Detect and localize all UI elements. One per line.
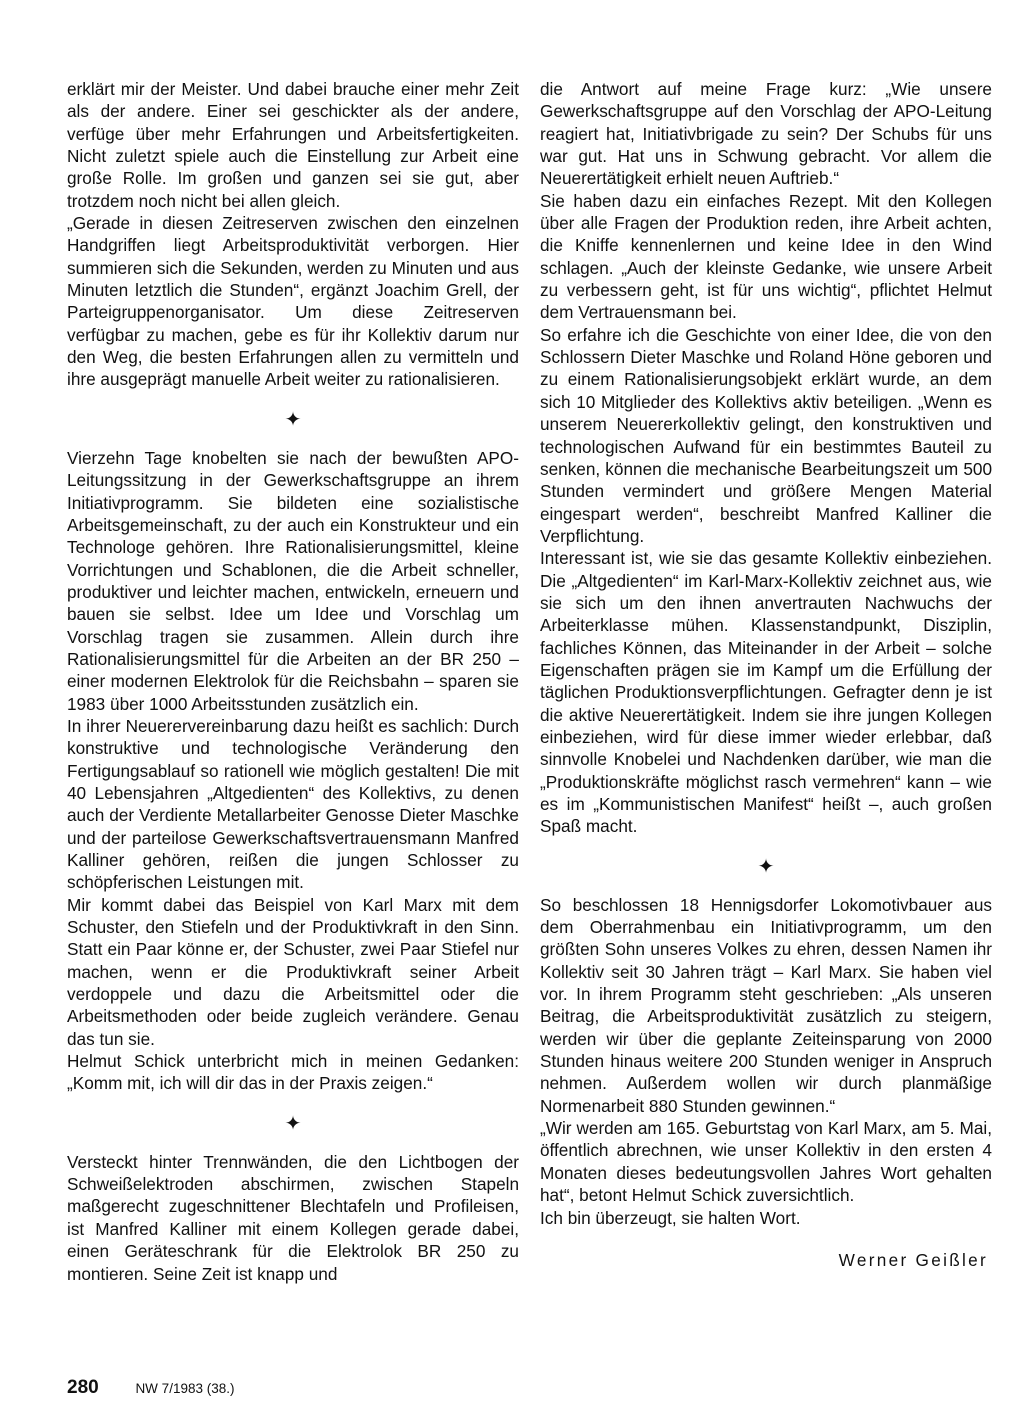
- paragraph: Sie haben dazu ein einfaches Rezept. Mit den Kollegen über alle Fragen der Produktion reden, ihre Arbeit achten, die Kniffe kennenlernen und keine Idee in den Wind schlagen. „Auch der kleinste Gedanke, wie unsere Arbeit zu verbessern geht, ist für uns wichtig“, pflichtet Helmut dem Vertrauensmann bei.: [540, 190, 992, 323]
- paragraph: So erfahre ich die Geschichte von einer Idee, die von den Schlossern Dieter Maschke und Roland Höne geboren und zu einem Rationalisierungsobjekt erklärt wurde, an dem sich 10 Mitglieder des Kollektivs aktiv beteiligen. „Wenn es unserem Neuererkollektiv gelingt, den konstruktiven und technologischen Aufwand für ein bestimmtes Bauteil zu senken, können die mechanische Bearbeitungszeit um 500 Stunden vermindert und größere Mengen Material eingespart werden“, beschreibt Manfred Kalliner die Verpflichtung.: [540, 324, 992, 546]
- paragraph: die Antwort auf meine Frage kurz: „Wie unsere Gewerkschaftsgruppe auf den Vorschlag der APO-Leitung reagiert hat, Initiativbrigade zu sein? Der Schubs für uns war gut. Hat uns in Schwung gebracht. Vor allem die Neuerertätigkeit erhielt neuen Auftrieb.“: [540, 79, 992, 189]
- section-divider-icon: ✦: [757, 855, 775, 878]
- paragraph: Versteckt hinter Trennwänden, die den Lichtbogen der Schweißelektroden abschirmen, zwischen Stapeln maßgerecht zugeschnittener Blechtafeln und Profileisen, ist Manfred Kalliner mit einem Kollegen gerade dabei, einen Geräteschrank für die Elektrolok BR 250 zu montieren. Seine Zeit ist knapp und: [67, 1151, 519, 1284]
- right-column: [540, 78, 992, 1271]
- paragraph: Vierzehn Tage knobelten sie nach der bewußten APO-Leitungssitzung in der Gewerkschaftsgruppe an ihrem Initiativprogramm. Sie bildeten eine sozialistische Arbeitsgemeinschaft, zu der auch ein Konstrukteur und ein Technologe gehören. Ihre Rationalisierungsmittel, kleine Vorrichtungen und Schablonen, die die Arbeit schneller, produktiver und leichter machen, entwickeln, erneuern und bauen sie selbst. Idee um Idee und Vorschlag um Vorschlag tragen sie zusammen. Allein durch ihre Rationalisierungsmittel für die Arbeiten an der BR 250 – einer modernen Elektrolok für die Reichsbahn – sparen sie 1983 über 1000 Arbeitsstunden zusätzlich ein.: [67, 447, 519, 714]
- issue-label: NW 7/1983 (38.): [135, 1381, 235, 1396]
- paragraph: In ihrer Neuerervereinbarung dazu heißt es sachlich: Durch konstruktive und technologische Veränderung den Fertigungsablauf so rationell wie möglich gestalten! Die mit 40 Lebensjahren „Altgedienten“ des Kollektivs, zu denen auch der Verdiente Metallarbeiter Genosse Dieter Maschke und der parteilose Gewerkschaftsvertrauensmann Manfred Kalliner gehören, reißen die jungen Schlosser zu schöpferischen Leistungen mit.: [67, 715, 519, 893]
- page-footer: [67, 1378, 234, 1399]
- section-divider-icon: ✦: [284, 408, 302, 431]
- section-divider-icon: ✦: [284, 1112, 302, 1135]
- paragraph: erklärt mir der Meister. Und dabei brauche einer mehr Zeit als der andere. Einer sei geschickter als der andere, verfüge über mehr Erfahrungen und Arbeitsfertigkeiten. Nicht zuletzt spiele auch die Einstellung zur Arbeit eine große Rolle. Im großen und ganzen sei sie gut, aber trotzdem noch nicht bei allen gleich.: [67, 79, 519, 211]
- paragraph: Mir kommt dabei das Beispiel von Karl Marx mit dem Schuster, den Stiefeln und der Produktivkraft in den Sinn. Statt ein Paar könne er, der Schuster, zwei Paar Stiefel nur machen, wenn er die Produktivkraft seiner Arbeit verdoppele und dazu die Arbeitsmittel oder die Arbeitsmethoden oder beide zugleich verändere. Genau das tun sie.: [67, 894, 519, 1049]
- paragraph: „Wir werden am 165. Geburtstag von Karl Marx, am 5. Mai, öffentlich abrechnen, wie unser Kollektiv in den ersten 4 Monaten dieses bedeutungsvollen Jahres Wort gehalten hat“, betont Helmut Schick zuversichtlich.: [540, 1118, 992, 1206]
- left-column: [67, 78, 519, 1285]
- paragraph: Ich bin überzeugt, sie halten Wort.: [540, 1207, 801, 1228]
- paragraph: So beschlossen 18 Hennigsdorfer Lokomotivbauer aus dem Oberrahmenbau ein Initiativprogramm, um den größten Sohn unseres Volkes zu ehren, dessen Namen ihr Kollektiv seit 30 Jahren trägt – Karl Marx. Sie haben viel vor. In ihrem Programm steht geschrieben: „Als unseren Beitrag, die Arbeitsproduktivität zusätzlich zu steigern, werden wir über die geplante Zeiteinsparung von 2000 Stunden hinaus weitere 200 Stunden weniger in Anspruch nehmen. Außerdem wollen wir durch planmäßige Normenarbeit 880 Stunden gewinnen.“: [540, 894, 992, 1116]
- author-byline: Werner Geißler: [838, 1249, 988, 1270]
- paragraph: Interessant ist, wie sie das gesamte Kollektiv einbeziehen. Die „Altgedienten“ im Karl-Marx-Kollektiv zeichnet aus, wie sie sich um den ihnen anvertrauten Nachwuchs der Arbeiterklasse mühen. Klassenstandpunkt, Disziplin, fachliches Können, das Miteinander in der Arbeit – solche Eigenschaften prägen sie im Kampf um die Erfüllung der täglichen Produktionsverpflichtungen. Gefragter denn je ist die aktive Neuerertätigkeit. Indem sie ihre jungen Kollegen einbeziehen, wird für diese immer wieder erlebbar, daß sinnvolle Knobelei und Nachdenken darüber, wie man die „Produktionskräfte möglichst rasch vermehren“ kann – wie es im „Kommunistischen Manifest“ heißt –, auch großen Spaß macht.: [540, 548, 992, 837]
- page-number: 280: [67, 1377, 99, 1398]
- paragraph: Helmut Schick unterbricht mich in meinen Gedanken: „Komm mit, ich will dir das in der Praxis zeigen.“: [67, 1051, 519, 1094]
- paragraph: „Gerade in diesen Zeitreserven zwischen den einzelnen Handgriffen liegt Arbeitsproduktivität verborgen. Hier summieren sich die Sekunden, werden zu Minuten und aus Minuten letztlich die Stunden“, ergänzt Joachim Grell, der Parteigruppenorganisator. Um diese Zeitreserven verfügbar zu machen, gebe es für ihr Kollektiv darum nur den Weg, die besten Erfahrungen allen zu vermitteln und ihre ausgeprägt manuelle Arbeit weiter zu rationalisieren.: [67, 213, 519, 390]
